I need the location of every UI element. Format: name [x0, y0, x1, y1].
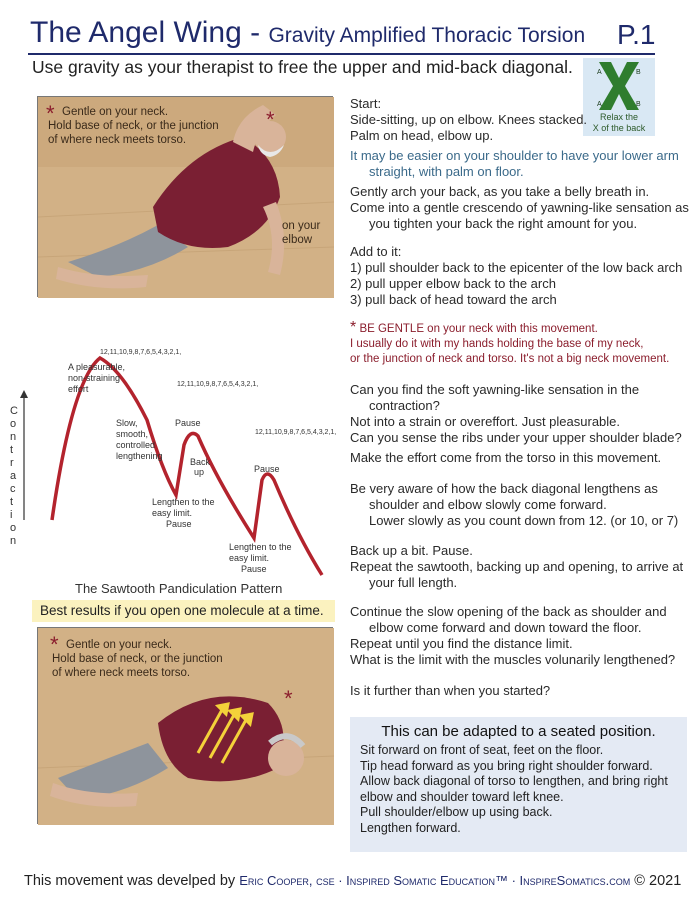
chart-title: The Sawtooth Pandiculation Pattern [75, 581, 283, 596]
asterisk-icon: * [350, 319, 357, 336]
elbow-label: on your elbow [282, 220, 321, 246]
tip-text: It may be easier on your shoulder to have your lower arm straight, with palm on floor. [350, 148, 679, 179]
best-results-highlight: Best results if you open one molecule at a time. [32, 600, 335, 622]
annotation: Lengthen to the easy limit. Pause [229, 542, 292, 574]
question-line: Can you find the soft yawning-like sensation in the contraction? [350, 382, 640, 413]
warning-line: I usually do it with my hands holding the base of my neck, [350, 338, 644, 350]
sawtooth-chart [12, 330, 337, 580]
question-line: Can you sense the ribs under your upper shoulder blade? [350, 430, 682, 445]
title-sub: Gravity Amplified Thoracic Torsion [268, 24, 586, 47]
start-heading: Start: [350, 96, 382, 111]
continue-line: Repeat until you find the distance limit. [350, 636, 573, 651]
shoulder-tip [350, 148, 695, 180]
footer-copyright: © 2021 [630, 873, 682, 889]
awareness [350, 481, 695, 529]
backup-line: Back up a bit. Pause. [350, 543, 473, 558]
backup-line: Repeat the sawtooth, backing up and opening, to arrive at your full length. [350, 559, 684, 590]
arch-instructions [350, 184, 695, 232]
photo-side-sitting [37, 96, 333, 297]
asterisk-icon: * [284, 686, 293, 711]
arch-line: Come into a gentle crescendo of yawning-like sensation as you tighten your back the right amount for you. [350, 200, 689, 231]
warning-line: or the junction of neck and torso. It's not a big neck movement. [350, 353, 670, 365]
seated-line: Tip head forward as you bring right shoulder forward. [360, 758, 653, 773]
countdown-label: 12,11,10,9,8,7,6,5,4,3,2,1, [255, 429, 337, 436]
footer-credits: Eric Cooper, cse · Inspired Somatic Education™ · InspireSomatics.com [239, 873, 631, 888]
add-to-it [350, 244, 695, 308]
page-subtitle: Use gravity as your therapist to free the upper and mid-back diagonal. [32, 57, 573, 77]
annotation: Pause [175, 418, 201, 428]
annotation: Back up [190, 457, 211, 477]
neck-warning [350, 320, 695, 367]
aware-line: Be very aware of how the back diagonal lengthens as shoulder and elbow slowly come forward. [350, 481, 658, 512]
seated-adaptation-box [350, 717, 687, 852]
lower-line: Lower slowly as you count down from 12. (or 10, or 7) [369, 513, 679, 528]
arch-line: Gently arch your back, as you take a belly breath in. [350, 184, 650, 199]
logo-letter: B [636, 101, 641, 108]
footer [24, 873, 681, 889]
countdown-label: 12,11,10,9,8,7,6,5,4,3,2,1, [177, 381, 259, 388]
seated-heading: This can be adapted to a seated position. [381, 723, 656, 740]
asterisk-icon: * [46, 101, 55, 126]
page-number: P.1 [617, 19, 656, 50]
page-title [30, 16, 656, 50]
arrow-head-icon [20, 390, 28, 398]
logo-letter: A [597, 101, 602, 108]
annotation: A pleasurable, non-straining effort [68, 362, 126, 394]
instructions-column [350, 96, 695, 144]
photo-bottom-caption: Gentle on your neck. Hold base of neck, or the junction of where neck meets torso. [52, 639, 223, 679]
title-rule [28, 53, 655, 55]
questions [350, 382, 695, 446]
logo-letter: A [597, 69, 602, 76]
question-line: Not into a strain or overeffort. Just pleasurable. [350, 414, 621, 429]
add-line: 2) pull upper elbow back to the arch [350, 276, 556, 291]
start-line: Palm on head, elbow up. [350, 128, 494, 143]
countdown-label: 12,11,10,9,8,7,6,5,4,3,2,1, [100, 349, 182, 356]
further-line: Is it further than when you started? [350, 683, 551, 698]
continue-line: Continue the slow opening of the back as shoulder and elbow come forward and down toward the floor. [350, 604, 667, 635]
asterisk-icon: * [266, 107, 275, 132]
seated-line: Sit forward on front of seat, feet on the floor. [360, 743, 604, 757]
warning-lead: BE GENTLE on your neck with this movement. [359, 323, 598, 335]
seated-line: Allow back diagonal of torso to lengthen, and bring right elbow and shoulder toward left knee. [360, 774, 668, 804]
annotation: Lengthen to the easy limit. Pause [152, 497, 215, 529]
seated-line: Pull shoulder/elbow up using back. [360, 805, 553, 819]
add-line: 1) pull shoulder back to the epicenter of the low back arch [350, 260, 683, 275]
logo-letter: B [636, 69, 641, 76]
backup-instructions [350, 543, 695, 591]
annotation: Pause [254, 464, 280, 474]
footer-lead: This movement was develped by [24, 873, 240, 889]
effort-line: Make the effort come from the torso in this movement. [350, 450, 662, 465]
title-main: The Angel Wing - [30, 16, 269, 49]
add-heading: Add to it: [350, 244, 402, 259]
asterisk-icon: * [50, 632, 59, 657]
continue-line: What is the limit with the muscles volunarily lengthened? [350, 652, 676, 667]
annotation: Slow, smooth, controlled lengthening [116, 418, 163, 461]
x-logo-caption: Relax the X of the back [592, 112, 646, 133]
start-line: Side-sitting, up on elbow. Knees stacked. [350, 112, 588, 127]
add-line: 3) pull back of head toward the arch [350, 292, 557, 307]
continue-instructions [350, 604, 695, 668]
photo-top-caption: Gentle on your neck. Hold base of neck, or the junction of where neck meets torso. [48, 106, 219, 146]
seated-line: Lengthen forward. [360, 820, 461, 835]
y-axis-label: C o n t r a c t i o n [10, 405, 18, 547]
photo-forward-fold [37, 627, 333, 824]
